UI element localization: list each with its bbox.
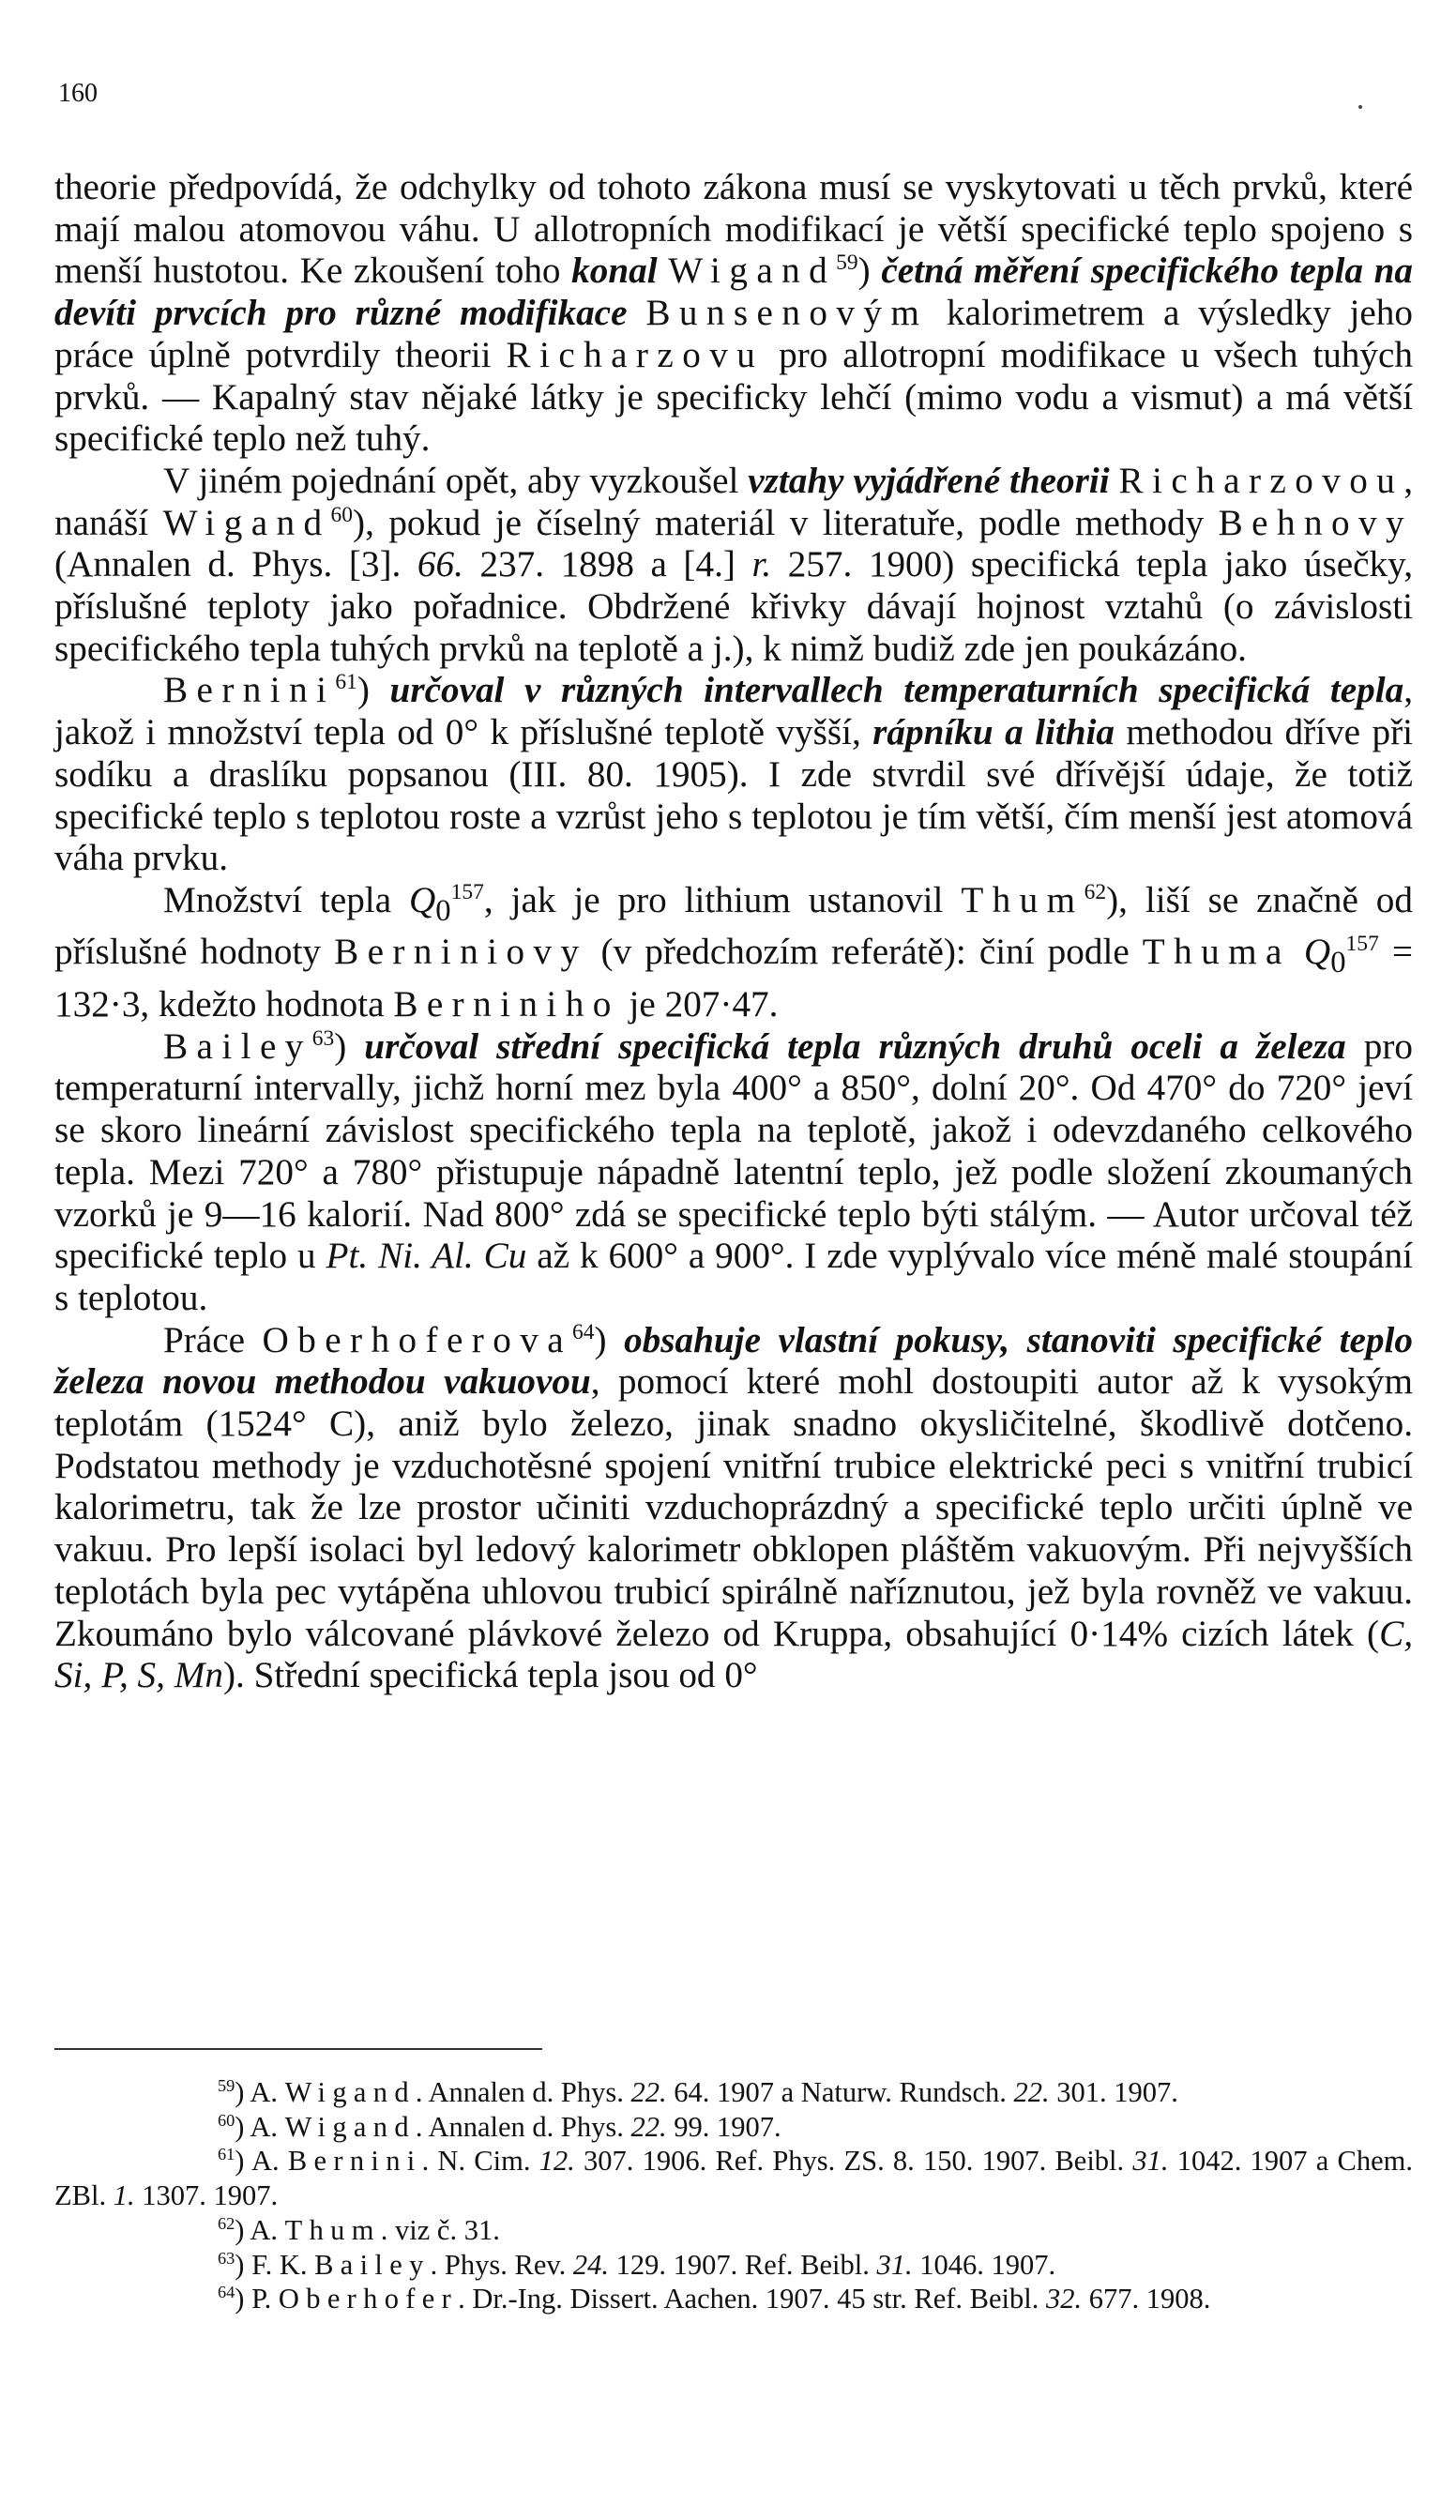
text-run: = 132·3, kdežto hodnota [54,932,1413,1025]
text-run: 1046. 1907. [912,2248,1056,2281]
text-run: 0 [435,893,451,928]
footnote [54,2110,1413,2145]
text-run: ), liší se značně od příslušné hodnoty [54,879,1413,973]
footnote-rule [54,2048,542,2050]
text-run: 1307. 1907. [134,2179,279,2212]
text-run: 677. 1908. [1082,2283,1211,2315]
text-run: . Annalen d. Phys. [415,2110,631,2143]
text-run: 307. 1906. Ref. Phys. ZS. 8. 150. 1907. Beibl. [574,2145,1133,2178]
text-run: . viz č. 31. [380,2213,500,2246]
text-run: je 207·47. [619,984,779,1025]
text-run: Wigand [284,2076,416,2108]
text-run: 301. 1907. [1049,2076,1178,2108]
text-run: Oberhofer [278,2283,459,2315]
paragraph [54,167,1413,461]
text-run: ), pokud je číselný materiál v literatuře, podle methody [353,502,1219,543]
text-run: Thum [284,2213,381,2246]
text-run: 99. 1907. [666,2110,781,2143]
text-run: 62 [218,2213,235,2233]
text-run: , jakož i množství tepla od 0° k příslušné teplotě vyšší, [54,670,1413,753]
text-run: Bailey [163,1025,312,1067]
text-run: ) P. [235,2283,279,2315]
footnote [54,2282,1413,2316]
text-run: Behnovy [1218,502,1413,543]
text-run: konal [571,250,658,292]
text-run: C, Si, P, S, Mn [54,1613,1413,1696]
text-run: , nanáší [54,460,1414,543]
text-run: ) [334,1025,365,1067]
text-run: Thuma [1142,932,1291,973]
text-run: ) [356,670,390,711]
text-run: 61 [218,2145,235,2164]
page-speck [1358,105,1362,109]
text-run: ). Střední specifická tepla jsou od 0° [222,1655,758,1696]
paragraph [54,880,1413,1026]
text-run: Množství tepla [163,879,409,920]
text-run: určoval v různých intervallech temperaturních specifická tepla [389,670,1404,711]
text-run [627,293,645,333]
text-run: ) [857,250,882,292]
text-run: 24. [572,2248,610,2281]
text-run: . Dr.-Ing. Dissert. Aachen. 1907. 45 str. Ref. Beibl. [458,2283,1046,2315]
text-run: 64 [572,1319,595,1344]
text-run: 257. 1900) specifická tepla jako úsečky, příslušné teploty jako pořadnice. Obdržené křivky dávají hojnost vztahů (o závislosti specifického tepla tuhých prvků na teplotě a j.), k nimž budiž zde jen poukázáno. [54,544,1413,669]
text-run: ) [594,1319,625,1360]
footnote [54,2213,1413,2248]
text-run: rápníku a lithia [872,712,1115,753]
text-run: ) A. [235,2076,285,2108]
text-run: četná měření specifického tepla na devíti prvcích pro různé modifikace [54,250,1414,334]
text-run: (Annalen d. Phys. [3]. [54,544,417,585]
text-run: 12. [538,2145,575,2178]
text-run: 32. [1045,2283,1083,2315]
text-run: 63 [218,2248,235,2268]
text-run: 31. [1132,2145,1169,2178]
text-run [1291,932,1304,972]
text-run: . Phys. Rev. [430,2248,573,2281]
text-run [1110,461,1119,501]
text-run: určoval střední specifická tepla různých druhů oceli a železa [364,1025,1346,1067]
text-run: Q [408,879,436,920]
text-run: až k 600° a 900°. I zde vyplývalo více méně malé stoupání s teplotou. [54,1236,1414,1318]
text-run: Wigand [284,2110,416,2143]
text-run: methodou dříve při sodíku a draslíku popsanou (III. 80. 1905). I zde stvrdil své dřívější údaje, že totiž specifické teplo s teplotou roste a vzrůst jeho s teplotou je tím větší, čím menší jest atomová váha prvku. [54,712,1414,879]
text-run: 1042. 1907 a Chem. ZBl. [54,2145,1413,2212]
footnote [54,2075,1413,2110]
text-run: 129. 1907. Ref. Beibl. [609,2248,877,2281]
paragraph [54,461,1413,671]
text-run: 0 [1330,946,1346,980]
text-run: Thum [961,879,1084,920]
footnote [54,2144,1413,2212]
text-run [658,250,669,291]
text-run: Berniniovy [334,932,588,973]
text-run: pro temperaturní intervally, jichž horní mez byla 400° a 850°, dolní 20°. Od 470° do 720° jeví se skoro lineární závislost specifického tepla na teplotě, jakož i odevzdaného celkového tepla. Mezi 720° a 780° přistupuje nápadně latentní teplo, jež podle složení zkoumaných vzorků je 9—16 kalorií. Nad 800° zdá se specifické teplo býti stálým. — Autor určoval též specifické teplo u [54,1025,1413,1277]
text-run: 60 [218,2110,235,2130]
paragraph [54,670,1413,880]
text-run: 59 [218,2075,235,2095]
text-run: Oberhoferova [262,1319,573,1360]
text-run: Wigand [162,502,331,543]
text-run: kalorimetrem a výsledky jeho práce úplně potvrdily theorii [54,293,1413,375]
text-run: Richarzovou [1118,460,1404,501]
text-run: Richarzovu [506,334,765,375]
body-text [54,167,1413,1697]
text-run: . Annalen d. Phys. [415,2076,631,2108]
paragraph [54,1320,1413,1697]
text-run: Práce [163,1319,263,1360]
text-run: ) A. [235,2110,285,2143]
text-run: ) A. [235,2145,288,2178]
footnotes [54,2075,1413,2316]
text-run: vztahy vyjádřené theorii [748,460,1110,501]
text-run: 64. 1907 a Naturw. Rundsch. [666,2076,1014,2108]
text-run: 22. [630,2110,667,2143]
text-run: ) F. K. [235,2248,315,2281]
footnote [54,2248,1413,2283]
text-run: Pt. Ni. Al. Cu [326,1236,527,1277]
text-run: Wigand [668,250,837,292]
text-run: Bernini [287,2145,422,2178]
text-run: . N. Cim. [421,2145,539,2178]
text-run: Bunsenovým [645,293,929,334]
text-run: 59 [836,250,858,276]
text-run: 1. [113,2179,135,2212]
text-run: Bailey [314,2248,431,2281]
text-run: 66. [417,544,463,585]
text-run: 63 [311,1025,335,1051]
text-run: 31. [876,2248,913,2281]
text-run: r. [751,544,772,585]
text-run: , pomocí které mohl dostoupiti autor až k vysokým teplotám (1524° C), aniž bylo železo, jinak snadno okysličitelné, škodlivě dotčeno. Podstatou methody je vzduchotěsné spojení vnitřní trubice elektrické peci s vnitřní trubicí kalorimetru, tak že lze prostor učiniti vzduchoprázdný a specifické teplo určiti úplně ve vakuu. Pro lepší isolaci byl ledový kalorimetr obklopen pláštěm vakuovým. Při nejvyšších teplotách byla pec vytápěna uhlovou trubicí spirálně naříznutou, jež byla rovněž ve vakuu. Zkoumáno bylo válcované plávkové železo od Kruppa, obsahující 0·14% cizích látek ( [54,1361,1413,1654]
text-run: pro allotropní modifikace u všech tuhých prvků. — Kapalný stav nějaké látky je specificky lehčí (mimo vodu a vismut) a má větší specifické teplo než tuhý. [54,334,1413,460]
text-run: ) A. [235,2213,285,2246]
text-run: 62 [1084,879,1107,904]
paragraph [54,1026,1413,1320]
text-run: Bernini [163,670,336,711]
text-run: theorie předpovídá, že odchylky od tohoto zákona musí se vyskytovati u těch prvků, které mají malou atomovou váhu. U allotropních modifikací je větší specifické teplo spojeno s menší hustotou. Ke zkoušení toho [54,167,1413,292]
text-run: Q [1303,932,1331,973]
text-run: V jiném pojednání opět, aby vyzkoušel [163,460,749,501]
text-run: obsahuje vlastní pokusy, stanoviti specifické teplo železa novou methodou vakuovou [54,1319,1413,1403]
text-run: 22. [630,2076,667,2108]
text-run: Berniniho [393,984,620,1025]
text-run: 61 [335,670,357,695]
page-number: 160 [58,79,98,108]
text-run: (v předchozím referátě): činí podle [587,932,1143,973]
text-run: 157 [450,879,484,904]
text-run: , jak je pro lithium ustanovil [483,879,962,920]
text-run: 64 [218,2283,235,2302]
text-run: 60 [330,502,354,527]
text-run: 157 [1345,932,1379,957]
text-run: 22. [1013,2076,1050,2108]
text-run: 237. 1898 a [4.] [463,544,752,585]
